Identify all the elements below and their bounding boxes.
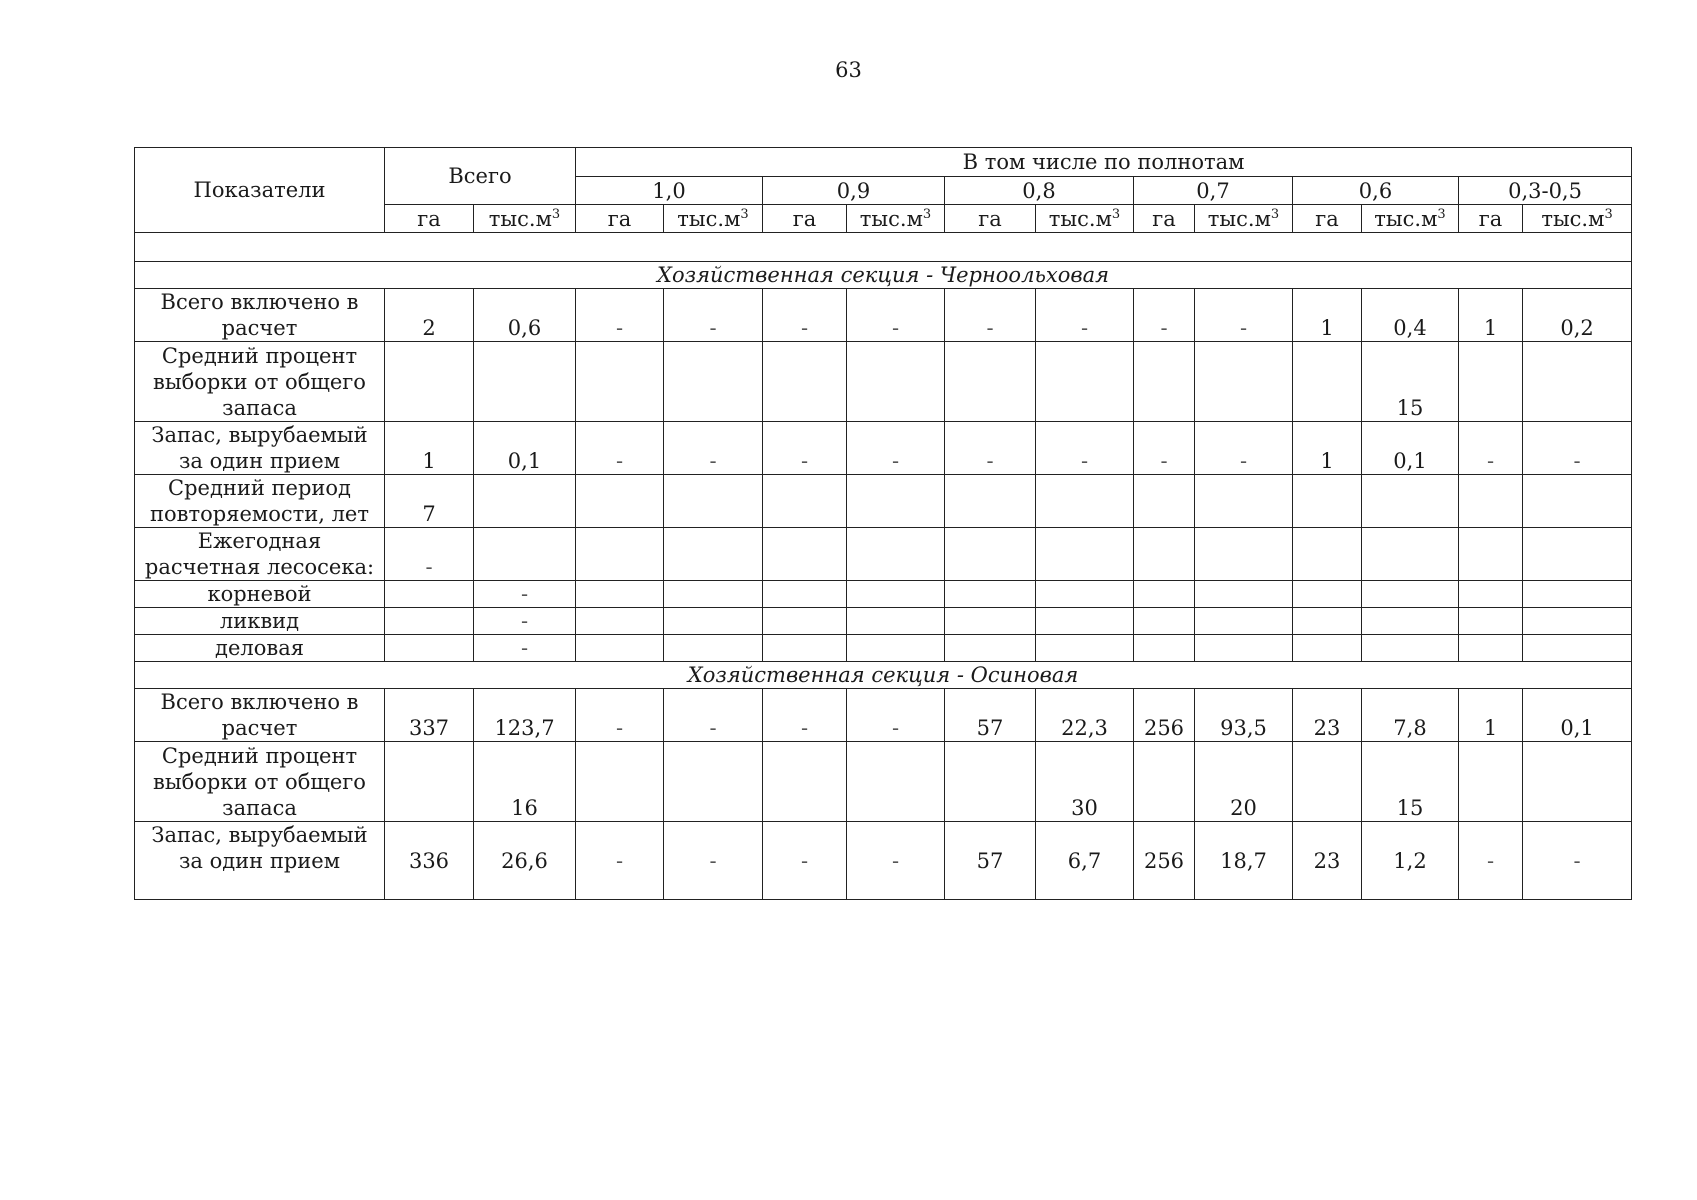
table-cell: - [763,689,847,742]
table-cell [847,608,945,635]
unit-volume-header: тыс.м 3 [1362,205,1459,233]
table-cell [1195,581,1293,608]
table-cell [1134,342,1195,422]
row-label: Всего включено в расчет [135,289,385,342]
table-cell: - [847,289,945,342]
table-cell: - [1523,822,1632,900]
table-cell [1036,342,1134,422]
table-cell: - [945,422,1036,475]
table-cell: 7 [385,475,474,528]
table-cell [763,742,847,822]
table-cell: 57 [945,689,1036,742]
table-row [135,822,1632,900]
row-label: Ежегодная расчетная лесосека: [135,528,385,581]
table-cell [1195,608,1293,635]
table-cell [1523,475,1632,528]
table-cell [1293,342,1362,422]
table-cell: 57 [945,822,1036,900]
unit-volume-header: тыс.м 3 [474,205,576,233]
table-cell [1134,528,1195,581]
table-cell [664,742,763,822]
table-cell: - [664,422,763,475]
table-cell: 256 [1134,822,1195,900]
unit-ha-header: га [945,205,1036,233]
forest-report-table [134,147,1632,900]
table-body [135,233,1632,900]
table-cell [847,742,945,822]
row-label: Средний процент выборки от общего запаса [135,342,385,422]
table-cell [847,581,945,608]
table-cell: 1 [385,422,474,475]
table-cell [1459,528,1523,581]
table-cell: - [1459,822,1523,900]
table-cell: 26,6 [474,822,576,900]
table-cell [1459,342,1523,422]
table-cell [1293,475,1362,528]
table-cell: - [1134,289,1195,342]
table-cell: - [847,689,945,742]
table-cell: 1 [1459,689,1523,742]
table-row [135,635,1632,662]
table-row [135,742,1632,822]
table-cell: 23 [1293,689,1362,742]
section-title: Хозяйственная секция - Осиновая [135,662,1632,689]
table-cell: - [474,581,576,608]
section-row [135,262,1632,289]
table-cell: 93,5 [1195,689,1293,742]
table-row [135,528,1632,581]
table-cell [1459,635,1523,662]
table-cell [385,342,474,422]
table-row [135,475,1632,528]
table-cell [576,342,664,422]
table-cell [1134,475,1195,528]
table-cell [763,581,847,608]
table-cell [664,581,763,608]
table-cell: - [763,289,847,342]
table-cell: - [664,289,763,342]
table-cell: 1 [1293,422,1362,475]
table-cell: 6,7 [1036,822,1134,900]
table-cell: - [1459,422,1523,475]
table-cell: 30 [1036,742,1134,822]
density-header: 0,6 [1293,177,1459,205]
table-cell [1036,475,1134,528]
table-cell [1036,635,1134,662]
unit-volume-header: тыс.м 3 [1036,205,1134,233]
row-label: Запас, вырубаемый за один прием [135,822,385,900]
table-cell [1459,608,1523,635]
table-cell: 16 [474,742,576,822]
table-cell [1459,742,1523,822]
indicators-header: Показатели [135,148,385,233]
table-cell [763,528,847,581]
table-cell: - [664,689,763,742]
table-cell [474,528,576,581]
table-cell [1195,342,1293,422]
table-cell [1523,342,1632,422]
table-cell [576,742,664,822]
row-label: Запас, вырубаемый за один прием [135,422,385,475]
table-cell [1195,528,1293,581]
table-cell: - [763,822,847,900]
table-cell: 7,8 [1362,689,1459,742]
table-cell: 15 [1362,742,1459,822]
table-row [135,422,1632,475]
table-cell: 1 [1293,289,1362,342]
table-cell [1195,635,1293,662]
table-cell: - [576,822,664,900]
table-row [135,608,1632,635]
table-cell: 20 [1195,742,1293,822]
table-cell: - [1036,422,1134,475]
table-cell [1036,581,1134,608]
table-cell: - [385,528,474,581]
row-label: Всего включено в расчет [135,689,385,742]
section-title: Хозяйственная секция - Черноольховая [135,262,1632,289]
table-cell: - [1523,422,1632,475]
density-header: 0,9 [763,177,945,205]
table-cell [1195,475,1293,528]
table-cell [576,608,664,635]
table-cell [1134,581,1195,608]
table-cell [1293,608,1362,635]
table-cell: - [1195,422,1293,475]
unit-volume-header: тыс.м 3 [664,205,763,233]
table-row [135,289,1632,342]
table-cell: 256 [1134,689,1195,742]
table-cell: - [763,422,847,475]
table-cell [1523,635,1632,662]
table-cell: - [576,289,664,342]
table-cell [847,342,945,422]
table-cell: - [847,422,945,475]
table-cell: 0,1 [474,422,576,475]
table-cell [1293,742,1362,822]
table-cell: 337 [385,689,474,742]
section-row [135,662,1632,689]
table-cell: 0,2 [1523,289,1632,342]
table-cell: 2 [385,289,474,342]
table-cell: 1 [1459,289,1523,342]
table-cell: 23 [1293,822,1362,900]
row-label: ликвид [135,608,385,635]
unit-volume-header: тыс.м 3 [1523,205,1632,233]
table-cell: 0,6 [474,289,576,342]
table-cell [664,528,763,581]
table-cell [1036,608,1134,635]
table-cell [763,342,847,422]
table-cell [1459,475,1523,528]
total-header: Всего [385,148,576,205]
unit-volume-header: тыс.м 3 [1195,205,1293,233]
table-cell [385,635,474,662]
table-cell [474,475,576,528]
table-cell [1362,635,1459,662]
table-cell: 22,3 [1036,689,1134,742]
table-cell [664,635,763,662]
page-number: 63 [835,58,862,82]
table-cell: - [474,635,576,662]
table-cell [1459,581,1523,608]
unit-ha-header: га [576,205,664,233]
table-cell [576,528,664,581]
table-row [135,689,1632,742]
table-cell: - [847,822,945,900]
table-cell: 0,1 [1362,422,1459,475]
table-cell: - [664,822,763,900]
table-cell [664,608,763,635]
table-cell: - [1195,289,1293,342]
table-cell: - [474,608,576,635]
table-cell [385,608,474,635]
table-cell [1134,742,1195,822]
table-cell: - [576,422,664,475]
unit-ha-header: га [1134,205,1195,233]
table-cell: - [1134,422,1195,475]
table-cell [945,528,1036,581]
unit-ha-header: га [763,205,847,233]
table-header [135,148,1632,233]
table-cell [945,475,1036,528]
table-cell [1362,528,1459,581]
table-cell: 1,2 [1362,822,1459,900]
row-label: корневой [135,581,385,608]
table-cell: - [1036,289,1134,342]
table-cell [763,608,847,635]
table-row [135,342,1632,422]
spacer-row [135,233,1632,262]
table-cell [1036,528,1134,581]
density-header: 1,0 [576,177,763,205]
row-label: деловая [135,635,385,662]
table-cell [945,342,1036,422]
table-cell [474,342,576,422]
table-cell [385,581,474,608]
table-cell [664,342,763,422]
table-cell [576,635,664,662]
table-cell: 18,7 [1195,822,1293,900]
table-cell [1293,528,1362,581]
table-cell [945,635,1036,662]
table-cell [945,581,1036,608]
table-cell [847,475,945,528]
unit-ha-header: га [385,205,474,233]
table-cell [847,528,945,581]
table-cell [1293,635,1362,662]
table-cell [945,742,1036,822]
table-cell: - [945,289,1036,342]
table-cell [1523,608,1632,635]
table-cell [1362,581,1459,608]
table-cell: 0,4 [1362,289,1459,342]
density-header: 0,7 [1134,177,1293,205]
table-cell: 336 [385,822,474,900]
table-cell [847,635,945,662]
table-cell [1523,742,1632,822]
table-cell [576,475,664,528]
table-cell [576,581,664,608]
table-cell [1362,475,1459,528]
table-cell: 123,7 [474,689,576,742]
table-cell [385,742,474,822]
density-header: 0,3-0,5 [1459,177,1632,205]
table-cell [1523,581,1632,608]
table-cell: 0,1 [1523,689,1632,742]
row-label: Средний период повторяемости, лет [135,475,385,528]
table-cell [1523,528,1632,581]
table-cell [664,475,763,528]
table-cell [763,475,847,528]
unit-volume-header: тыс.м 3 [847,205,945,233]
table-cell [1362,608,1459,635]
table-cell [1293,581,1362,608]
table-cell [763,635,847,662]
unit-ha-header: га [1459,205,1523,233]
table-row [135,581,1632,608]
table-cell: 15 [1362,342,1459,422]
table-cell: - [576,689,664,742]
table-cell [1134,608,1195,635]
row-label: Средний процент выборки от общего запаса [135,742,385,822]
table-cell [1134,635,1195,662]
density-header: 0,8 [945,177,1134,205]
table-cell [945,608,1036,635]
by-density-header: В том числе по полнотам [576,148,1632,177]
unit-ha-header: га [1293,205,1362,233]
